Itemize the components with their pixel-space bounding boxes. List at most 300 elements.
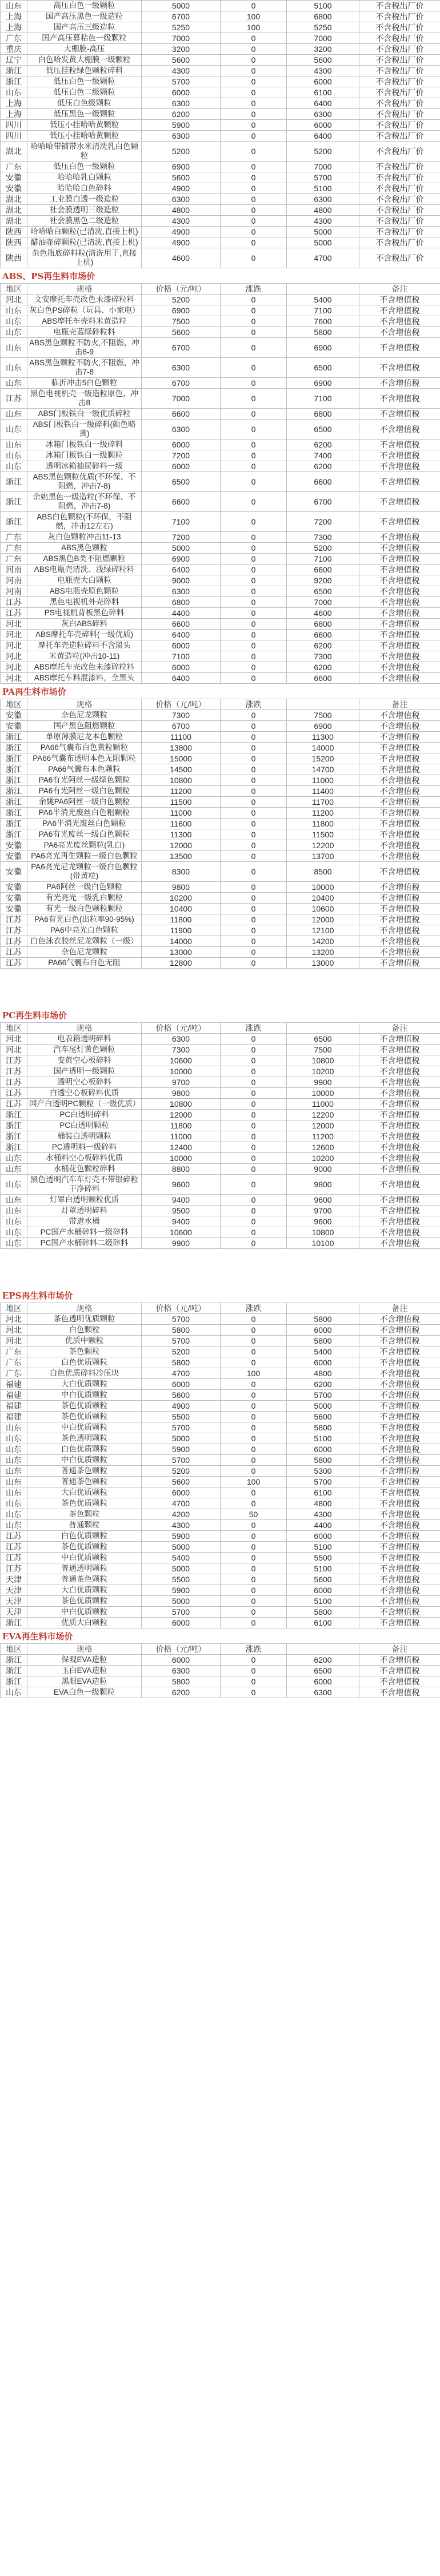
price-high-cell: 11200 [287,1131,359,1142]
price-cell: 4900 [142,227,221,237]
region-cell: 湖北 [1,142,27,162]
note-cell: 不含增值税 [359,651,440,662]
price-high-cell: 6600 [287,630,359,640]
spec-cell: ABS黑色颗粒 [27,543,142,554]
price-high-cell: 5000 [287,1401,359,1412]
table-row [1,732,440,743]
note-cell: 不含增值税 [359,640,440,651]
price-high-cell: 7500 [287,710,359,721]
price-cell: 6700 [142,721,221,732]
note-cell: 不含增值税 [359,1655,440,1666]
table-row [1,554,440,565]
price-high-cell: 5000 [287,227,359,237]
price-high-cell: 6400 [287,98,359,109]
note-cell: 不含增值税 [359,1520,440,1531]
column-header: 备注 [359,699,440,710]
table-row [1,1596,440,1607]
change-cell: 0 [221,87,287,98]
price-cell: 9400 [142,1195,221,1206]
change-cell: 0 [221,882,287,893]
price-cell: 5900 [142,1444,221,1455]
change-cell: 0 [221,44,287,55]
table-row [1,1314,440,1325]
spec-cell: ABS门板铁白一级优质碎粒 [27,409,142,420]
region-cell: 安徽 [1,893,27,904]
note-cell: 不含增值税 [359,565,440,575]
column-header: 涨跌 [221,1023,287,1034]
section-spacer [0,969,440,1007]
price-high-cell: 4300 [287,1509,359,1520]
price-high-cell: 4800 [287,1368,359,1379]
spec-cell: 临沂冲击5白色颗粒 [27,378,142,389]
region-cell: 上海 [1,22,27,33]
spec-cell: PA6阿丝一级白色颗粒 [27,882,142,893]
region-cell: 安徽 [1,183,27,194]
section-title: EPS再生料市场价 [2,1291,73,1301]
note-cell: 不含税出厂价 [359,33,440,44]
price-cell: 5700 [142,1422,221,1433]
spec-cell: 普通颗粒 [27,1520,142,1531]
price-high-cell: 9200 [287,575,359,586]
region-cell: 江苏 [1,914,27,925]
change-cell: 0 [221,1120,287,1131]
note-cell: 不含增值税 [359,904,440,914]
change-cell: 0 [221,1195,287,1206]
spec-cell: 大棚膜-高压 [27,44,142,55]
region-cell: 福建 [1,1401,27,1412]
price-cell: 12000 [142,1110,221,1120]
region-cell: 重庆 [1,44,27,55]
price-high-cell: 4300 [287,216,359,227]
change-cell: 0 [221,109,287,120]
price-cell: 13800 [142,743,221,753]
price-cell: 5200 [142,142,221,162]
price-high-cell: 13000 [287,958,359,969]
price-high-cell: 6000 [287,1585,359,1596]
table-row [1,936,440,947]
spec-cell: ABS摩托车壳碎料(一级优质) [27,630,142,640]
price-high-cell: 4400 [287,1520,359,1531]
change-cell: 0 [221,55,287,66]
price-high-cell: 6400 [287,131,359,142]
region-cell: 安徽 [1,721,27,732]
price-cell: 4400 [142,608,221,619]
section-title: EVA再生料市场价 [2,1631,73,1642]
spec-cell: 低压白色级颗粒 [27,98,142,109]
spec-cell: 低压白色一级颗粒 [27,162,142,172]
price-cell: 6300 [142,1666,221,1676]
note-cell: 不含增值税 [359,1666,440,1676]
price-high-cell: 10000 [287,1088,359,1099]
price-cell: 6900 [142,162,221,172]
region-cell: 浙江 [1,808,27,819]
price-high-cell: 6200 [287,1379,359,1390]
change-cell: 0 [221,1379,287,1390]
note-cell: 不含增值税 [359,1542,440,1553]
price-cell: 8300 [142,862,221,882]
price-high-cell: 9000 [287,1164,359,1175]
region-cell: 广东 [1,1368,27,1379]
table-row [1,205,440,216]
table-row [1,172,440,183]
price-high-cell: 6500 [287,358,359,378]
note-cell: 不含增值税 [359,440,440,450]
region-cell: 山东 [1,1477,27,1487]
change-cell: 0 [221,66,287,76]
spec-cell: 白色哈发黄大棚膜一级颗粒 [27,55,142,66]
note-cell: 不含增值税 [359,743,440,753]
region-cell: 辽宁 [1,55,27,66]
price-cell: 6900 [142,554,221,565]
spec-cell: PC国产水桶碎料一级碎料 [27,1227,142,1238]
price-cell: 9800 [142,882,221,893]
price-table [0,283,440,684]
spec-cell: 大白优质颗粒 [27,1379,142,1390]
spec-cell: 冰箱门板铁白一级颗粒 [27,450,142,461]
region-cell: 河南 [1,586,27,597]
note-cell: 不含增值税 [359,786,440,797]
price-cell: 6400 [142,673,221,684]
change-cell: 0 [221,543,287,554]
region-cell: 山东 [1,1175,27,1195]
note-cell: 不含税出厂价 [359,66,440,76]
table-header-row [1,1303,440,1314]
table-row [1,1368,440,1379]
region-cell: 山东 [1,1466,27,1477]
region-cell: 浙江 [1,732,27,743]
table-row [1,1,440,11]
table-row [1,958,440,969]
change-cell: 0 [221,586,287,597]
price-high-cell: 5200 [287,543,359,554]
price-high-cell: 6300 [287,194,359,205]
note-cell: 不含增值税 [359,305,440,316]
table-row [1,131,440,142]
price-cell: 4900 [142,237,221,248]
table-row [1,66,440,76]
note-cell: 不含增值税 [359,327,440,338]
note-cell: 不含税出厂价 [359,76,440,87]
price-cell: 6300 [142,358,221,378]
note-cell: 不含增值税 [359,608,440,619]
change-cell: 0 [221,565,287,575]
spec-cell: 哈哈哈白色碎料 [27,183,142,194]
price-high-cell: 6100 [287,1487,359,1498]
price-cell: 6000 [142,461,221,472]
price-cell: 7000 [142,389,221,409]
price-high-cell: 7400 [287,450,359,461]
region-cell: 上海 [1,109,27,120]
note-cell: 不含增值税 [359,409,440,420]
spec-cell: PC国产水桶碎料二级碎料 [27,1238,142,1249]
change-cell: 0 [221,1444,287,1455]
table-row [1,925,440,936]
note-cell: 不含增值税 [359,1585,440,1596]
change-cell: 0 [221,1390,287,1401]
price-cell: 6300 [142,420,221,440]
spec-cell: ABS摩托车壳改色未漆碎粒料 [27,662,142,673]
price-cell: 11600 [142,819,221,829]
change-cell: 0 [221,862,287,882]
price-cell: 10600 [142,1227,221,1238]
spec-cell: 中白优质颗粒 [27,1607,142,1618]
price-high-cell: 5700 [287,1390,359,1401]
price-high-cell: 10100 [287,1238,359,1249]
region-cell: 安徽 [1,840,27,851]
region-cell: 河北 [1,1314,27,1325]
change-cell: 0 [221,1412,287,1422]
price-cell: 5600 [142,55,221,66]
table-row [1,420,440,440]
price-cell: 6200 [142,109,221,120]
table-row [1,882,440,893]
spec-cell: 白色泳衣胶丝尼龙颗粒（一级） [27,936,142,947]
table-row [1,630,440,640]
region-cell: 湖北 [1,205,27,216]
table-row [1,194,440,205]
change-cell: 0 [221,1347,287,1357]
price-high-cell: 5400 [287,295,359,305]
price-high-cell: 7000 [287,162,359,172]
region-cell: 安徽 [1,851,27,862]
table-row [1,1142,440,1153]
price-cell: 4700 [142,1498,221,1509]
region-cell: 山东 [1,316,27,327]
spec-cell: ABS电瓶壳清洗、浅绿碎粒料 [27,565,142,575]
spec-cell: 工业膜白透一级造粒 [27,194,142,205]
price-high-cell: 6900 [287,378,359,389]
region-cell: 浙江 [1,66,27,76]
price-high-cell: 4800 [287,205,359,216]
spec-cell: 水桶料空心板碎料优质 [27,1153,142,1164]
table-row [1,1390,440,1401]
change-cell: 0 [221,440,287,450]
region-cell: 四川 [1,131,27,142]
region-cell: 山东 [1,440,27,450]
spec-cell: 普通茶色颗粒 [27,1477,142,1487]
table-row [1,11,440,22]
change-cell: 0 [221,1206,287,1216]
region-cell: 江苏 [1,925,27,936]
column-header: 规格 [27,284,142,295]
change-cell: 0 [221,1618,287,1628]
price-high-cell: 7000 [287,597,359,608]
price-cell: 6300 [142,131,221,142]
spec-cell: 茶色颗粒 [27,1347,142,1357]
price-high-cell: 5400 [287,1347,359,1357]
region-cell: 江苏 [1,958,27,969]
change-cell: 0 [221,98,287,109]
region-cell: 浙江 [1,1120,27,1131]
column-header: 规格 [27,1644,142,1655]
region-cell: 天津 [1,1607,27,1618]
spec-cell: 白色优质颗粒 [27,1444,142,1455]
price-high-cell: 5800 [287,1336,359,1347]
change-cell: 0 [221,316,287,327]
table-row [1,1227,440,1238]
price-high-cell: 15200 [287,753,359,764]
spec-cell: 低压小挂哈哈黄颗粒 [27,120,142,131]
table-row [1,492,440,512]
price-cell: 11000 [142,1131,221,1142]
region-cell: 山东 [1,1153,27,1164]
price-cell: 5700 [142,1336,221,1347]
change-cell: 0 [221,1574,287,1585]
table-row [1,33,440,44]
price-cell: 9500 [142,1206,221,1216]
table-row [1,764,440,775]
change-cell: 0 [221,1553,287,1563]
table-row [1,947,440,958]
price-table [0,0,440,268]
price-high-cell: 6200 [287,1655,359,1666]
table-row [1,608,440,619]
table-row [1,797,440,808]
price-cell: 4900 [142,1401,221,1412]
price-high-cell: 14000 [287,743,359,753]
price-cell: 6000 [142,1655,221,1666]
note-cell: 不含增值税 [359,1357,440,1368]
note-cell: 不含增值税 [359,461,440,472]
region-cell: 陕西 [1,248,27,268]
region-cell: 江苏 [1,1099,27,1110]
price-section [0,1628,440,1698]
region-cell: 福建 [1,1412,27,1422]
region-cell: 江苏 [1,936,27,947]
spec-cell: 国产高压黑色一级造粒 [27,11,142,22]
table-row [1,1110,440,1120]
price-high-cell: 11400 [287,786,359,797]
table-row [1,1542,440,1553]
spec-cell: 余姚PA6阿丝一级白色颗粒 [27,797,142,808]
note-cell: 不含增值税 [359,1227,440,1238]
note-cell: 不含增值税 [359,1195,440,1206]
region-cell: 山东 [1,378,27,389]
table-row [1,358,440,378]
spec-cell: 带道水桶 [27,1216,142,1227]
note-cell: 不含税出厂价 [359,162,440,172]
table-row [1,338,440,358]
note-cell: 不含增值税 [359,1563,440,1574]
change-cell: 0 [221,893,287,904]
note-cell: 不含增值税 [359,732,440,743]
spec-cell: PA6亮光尼龙颗粒一级白色颗粒(带黄粒) [27,862,142,882]
region-cell: 陕西 [1,237,27,248]
spec-cell: PA66气囊布透明本色无阻颗粒 [27,753,142,764]
price-high-cell: 13700 [287,851,359,862]
column-header: 地区 [1,1303,27,1314]
price-cell: 15000 [142,753,221,764]
table-row [1,1336,440,1347]
region-cell: 浙江 [1,1676,27,1687]
table-row [1,461,440,472]
price-cell: 4300 [142,1520,221,1531]
price-high-cell: 5700 [287,1477,359,1487]
region-cell: 江苏 [1,608,27,619]
region-cell: 广东 [1,33,27,44]
table-row [1,543,440,554]
price-cell: 10800 [142,1099,221,1110]
region-cell: 山东 [1,461,27,472]
price-cell: 4900 [142,183,221,194]
price-high-cell: 6600 [287,673,359,684]
table-row [1,472,440,492]
price-cell: 7200 [142,532,221,543]
change-cell: 0 [221,1466,287,1477]
region-cell: 山东 [1,1422,27,1433]
price-cell: 5600 [142,172,221,183]
price-high-cell: 6000 [287,1531,359,1542]
table-row [1,1088,440,1099]
region-cell: 广东 [1,1357,27,1368]
column-header: 价格（元/吨） [142,699,221,710]
region-cell: 山东 [1,338,27,358]
change-cell: 0 [221,1077,287,1088]
change-cell: 0 [221,227,287,237]
price-high-cell: 6900 [287,721,359,732]
spec-cell: ABS摩托车壳料米黄造粒 [27,316,142,327]
spec-cell: PA6亮光再生颗粒一级白色颗粒 [27,851,142,862]
region-cell: 河北 [1,1045,27,1055]
region-cell: 河北 [1,1336,27,1347]
column-header: 涨跌 [221,284,287,295]
price-high-cell: 11700 [287,797,359,808]
region-cell: 安徽 [1,710,27,721]
price-high-cell: 5700 [287,172,359,183]
price-high-cell: 9700 [287,1206,359,1216]
table-row [1,216,440,227]
change-cell: 0 [221,389,287,409]
price-high-cell: 10200 [287,1066,359,1077]
table-header-row [1,699,440,710]
price-cell: 6300 [142,1034,221,1045]
region-cell: 江苏 [1,947,27,958]
table-row [1,237,440,248]
price-cell: 6200 [142,1687,221,1698]
change-cell: 0 [221,1325,287,1336]
note-cell: 不含增值税 [359,1153,440,1164]
note-cell: 不含增值税 [359,316,440,327]
spec-cell: 变黄空心板碎料 [27,1055,142,1066]
change-cell: 0 [221,295,287,305]
region-cell: 安徽 [1,882,27,893]
table-row [1,55,440,66]
change-cell: 0 [221,597,287,608]
column-header: 价格（元/吨） [142,1023,221,1034]
price-section [0,1288,440,1628]
section-spacer [0,1249,440,1288]
table-row [1,575,440,586]
table-row [1,1238,440,1249]
change-cell: 0 [221,1131,287,1142]
region-cell: 广东 [1,532,27,543]
note-cell: 不含增值税 [359,1110,440,1120]
note-cell: 不含增值税 [359,1412,440,1422]
price-high-cell: 9600 [287,1216,359,1227]
spec-cell: PS电视机背板黑色碎料 [27,608,142,619]
column-header: 规格 [27,699,142,710]
region-cell: 浙江 [1,1110,27,1120]
region-cell: 江苏 [1,389,27,409]
price-table [0,699,440,969]
table-row [1,1618,440,1628]
price-cell: 6000 [142,640,221,651]
note-cell: 不含增值税 [359,1034,440,1045]
price-high-cell: 7600 [287,316,359,327]
spec-cell: ABS黑色颗粒不防火,不阻燃，冲击8-9 [27,338,142,358]
section-title: PA再生料市场价 [2,687,66,697]
note-cell: 不含税出厂价 [359,55,440,66]
